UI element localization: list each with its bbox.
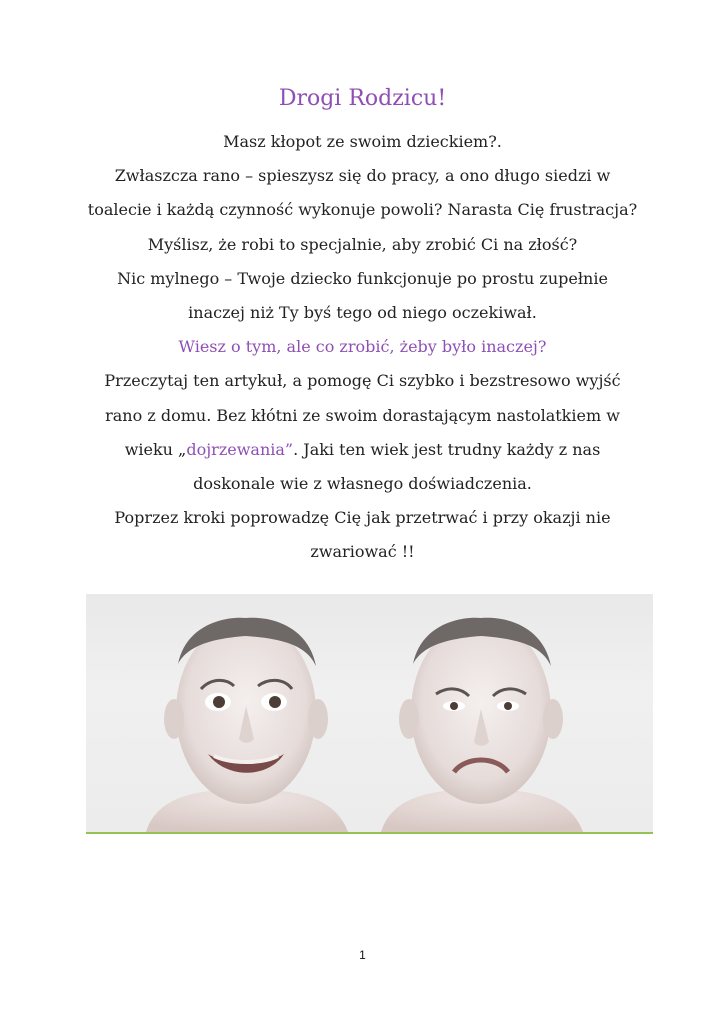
text-line: rano z domu. Bez kłótni ze swoim dorastającym nastolatkiem w (105, 405, 620, 425)
text-line: toalecie i każdą czynność wykonuje powoli? Narasta Cię frustracja? (87, 200, 638, 220)
text-fragment: . Jaki ten wiek jest trudny każdy z nas (293, 439, 601, 459)
text-line: Myślisz, że robi to specjalnie, aby zrobić Ci na złość? (147, 234, 578, 254)
text-line: zwariować !! (310, 542, 415, 562)
photo-accent-line (86, 832, 653, 834)
text-line: inaczej niż Ty byś tego od niego oczekiwał. (188, 303, 537, 323)
intro-text (60, 125, 665, 570)
text-line-with-highlight (60, 433, 665, 467)
text-line: Poprzez kroki poprowadzę Cię jak przetrwać i przy okazji nie (114, 508, 611, 528)
text-fragment: wieku „ (124, 439, 187, 459)
text-line: doskonale wie z własnego doświadczenia. (193, 474, 532, 494)
faces-photo (86, 594, 653, 832)
text-line: Zwłaszcza rano – spieszysz się do pracy, a ono długo siedzi w (114, 166, 611, 186)
two-faces-illustration (86, 594, 653, 832)
frowning-face (381, 618, 583, 832)
smiling-face (146, 618, 348, 832)
text-line: Masz kłopot ze swoim dzieckiem?. (223, 132, 502, 151)
page-number: 1 (359, 948, 366, 962)
text-line: Nic mylnego – Twoje dziecko funkcjonuje po prostu zupełnie (117, 268, 608, 288)
page-title: Drogi Rodzicu! (278, 86, 447, 111)
highlighted-word: dojrzewania” (186, 439, 294, 459)
question-line: Wiesz o tym, ale co zrobić, żeby było inaczej? (178, 337, 547, 357)
text-line: Przeczytaj ten artykuł, a pomogę Ci szybko i bezstresowo wyjść (104, 371, 621, 391)
